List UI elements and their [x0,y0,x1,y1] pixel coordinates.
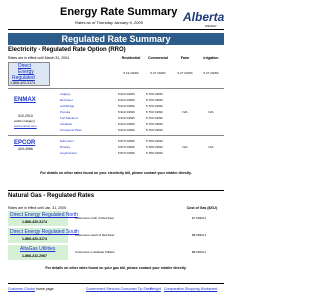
regulated-rate-banner: Regulated Rate Summary [8,33,224,45]
enmax-residential-2: 5.910 ¢/kWh [118,104,135,108]
epcor-residential-0: 5.870 ¢/kWh [118,139,135,143]
enmax-commercial-1: 5.760 ¢/kWh [146,98,163,102]
enmax-area-ponoka[interactable]: Ponoka [60,110,71,114]
direct-energy-phone: 1-866-420-3174 [10,81,35,85]
electricity-footer-note: For details on other rates found on your electricity bill, please contact your retailer directly. [40,171,192,175]
epcor-farm: N/A [182,145,188,149]
divider [8,135,224,136]
page-subtitle: Rates as of Thursday January 6, 2005 [75,20,143,25]
enmax-area-cardston[interactable]: Cardston [60,122,73,126]
enmax-commercial-5: 5.760 ¢/kWh [146,122,163,126]
enmax-phone-note: (within Calgary) [14,119,35,123]
page-title: Energy Rate Summary [60,6,178,18]
epcor-commercial-0: 5.780 ¢/kWh [146,139,163,143]
epcor-residential-2: 5.870 ¢/kWh [118,151,135,155]
enmax-residential-5: 5.910 ¢/kWh [118,122,135,126]
gas-rates-effective: Rates are in effect until Jan. 31, 2005 [8,206,66,210]
alberta-logo: Alberta [183,10,225,24]
epcor-area-lloydminster[interactable]: Lloydminster [60,151,78,155]
gas-footer-note: For details on other rates found on your gas bill, please contact your retailer directly. [45,266,187,270]
divider [8,88,224,89]
enmax-area-crowsnest-pass[interactable]: Crowsnest Pass [60,128,82,132]
gas-row-1-name[interactable]: Direct Energy Regulated North [10,212,79,218]
direct-energy-farm: 6.27 ¢/kWh [177,71,193,75]
enmax-commercial-2: 5.760 ¢/kWh [146,104,163,108]
epcor-irrigation: N/A [208,145,214,149]
enmax-commercial-6: 5.760 ¢/kWh [146,128,163,132]
enmax-phone: 310-2010 [18,114,33,118]
gas-row-3-name[interactable]: AltaGas Utilities [20,246,56,252]
gas-row-3-description: Customers in AltaGas Utilities [75,250,115,254]
direct-energy-name-3[interactable]: Regulated [12,75,35,81]
footer-customer-choice [8,287,54,291]
enmax-commercial-0: 5.760 ¢/kWh [146,92,163,96]
enmax-area-fort-macleod[interactable]: Fort Macleod [60,116,78,120]
direct-energy-name-1[interactable]: Direct [18,63,32,69]
enmax-residential-3: 5.910 ¢/kWh [118,110,135,114]
enmax-commercial-4: 5.760 ¢/kWh [146,116,163,120]
electricity-rates-effective: Rates are in effect until March 31, 2004 [8,56,70,60]
gas-section-title: Natural Gas - Regulated Rates [8,193,95,199]
freight-link[interactable]: Freight [150,287,161,291]
col-header-farm: Farm [180,56,190,60]
gas-row-2-phone: 1-866-420-3174 [22,237,47,241]
epcor-commercial-2: 5.780 ¢/kWh [146,151,163,155]
logo-date: 6/9/2007 [205,24,217,28]
gas-row-1-value: $7.993/GJ [192,216,206,220]
enmax-name[interactable]: ENMAX [14,97,36,103]
enmax-residential-4: 5.910 ¢/kWh [118,116,135,120]
enmax-residential-0: 5.910 ¢/kWh [118,92,135,96]
home-page-text: home page [36,287,54,291]
gas-row-2-name[interactable]: Direct Energy Regulated South [10,229,79,235]
col-header-irrigation: Irrigation [203,56,219,60]
enmax-residential-6: 5.910 ¢/kWh [118,128,135,132]
enmax-area-calgary[interactable]: Calgary [60,92,71,96]
gas-col-header: Cost of Gas ($/GJ) [186,206,218,210]
direct-energy-commercial: 6.27 ¢/kWh [150,71,166,75]
gov-services-link[interactable]: Government Services Consumer Tip Sheet [86,287,153,291]
epcor-area-rimbey[interactable]: Rimbey [60,145,71,149]
footer-divider [8,283,224,284]
enmax-area-red-deer[interactable]: Red Deer [60,98,73,102]
epcor-area-edmonton[interactable]: Edmonton [60,139,74,143]
electricity-section-title: Electricity - Regulated Rate Option (RRO) [8,47,126,53]
direct-energy-name-2[interactable]: Energy [18,69,34,75]
customer-choice-link[interactable]: Customer Choice [8,287,36,291]
enmax-website[interactable]: www.enmax.com [14,124,37,128]
gas-row-3-value: $8.084/GJ [192,250,206,254]
gas-row-2-description: Customers south of Red Deer [75,233,115,237]
enmax-irrigation: N/A [208,110,214,114]
enmax-farm: N/A [182,110,188,114]
epcor-name[interactable]: EPCOR [14,140,36,146]
col-header-residential: Residential [121,56,141,60]
enmax-commercial-3: 5.760 ¢/kWh [146,110,163,114]
enmax-area-lethbridge[interactable]: Lethbridge [60,104,75,108]
gas-row-3-phone: 1-866-222-2067 [22,254,47,258]
epcor-phone: 424-4066 [18,147,33,151]
gas-row-1-phone: 1-866-420-3174 [22,220,47,224]
gas-row-2-value: $8.083/GJ [192,233,206,237]
direct-energy-residential: 6.19 ¢/kWh [123,71,139,75]
section-divider [8,190,224,191]
enmax-residential-1: 5.910 ¢/kWh [118,98,135,102]
direct-energy-irrigation: 6.27 ¢/kWh [203,71,219,75]
gas-row-1-description: Customers north of Red Deer [75,216,115,220]
epcor-commercial-1: 5.780 ¢/kWh [146,145,163,149]
comparative-shopping-link[interactable]: Comparative Shopping Worksheet [164,287,218,291]
header-divider [8,29,224,30]
col-header-commercial: Commercial [147,56,169,60]
epcor-residential-1: 5.870 ¢/kWh [118,145,135,149]
